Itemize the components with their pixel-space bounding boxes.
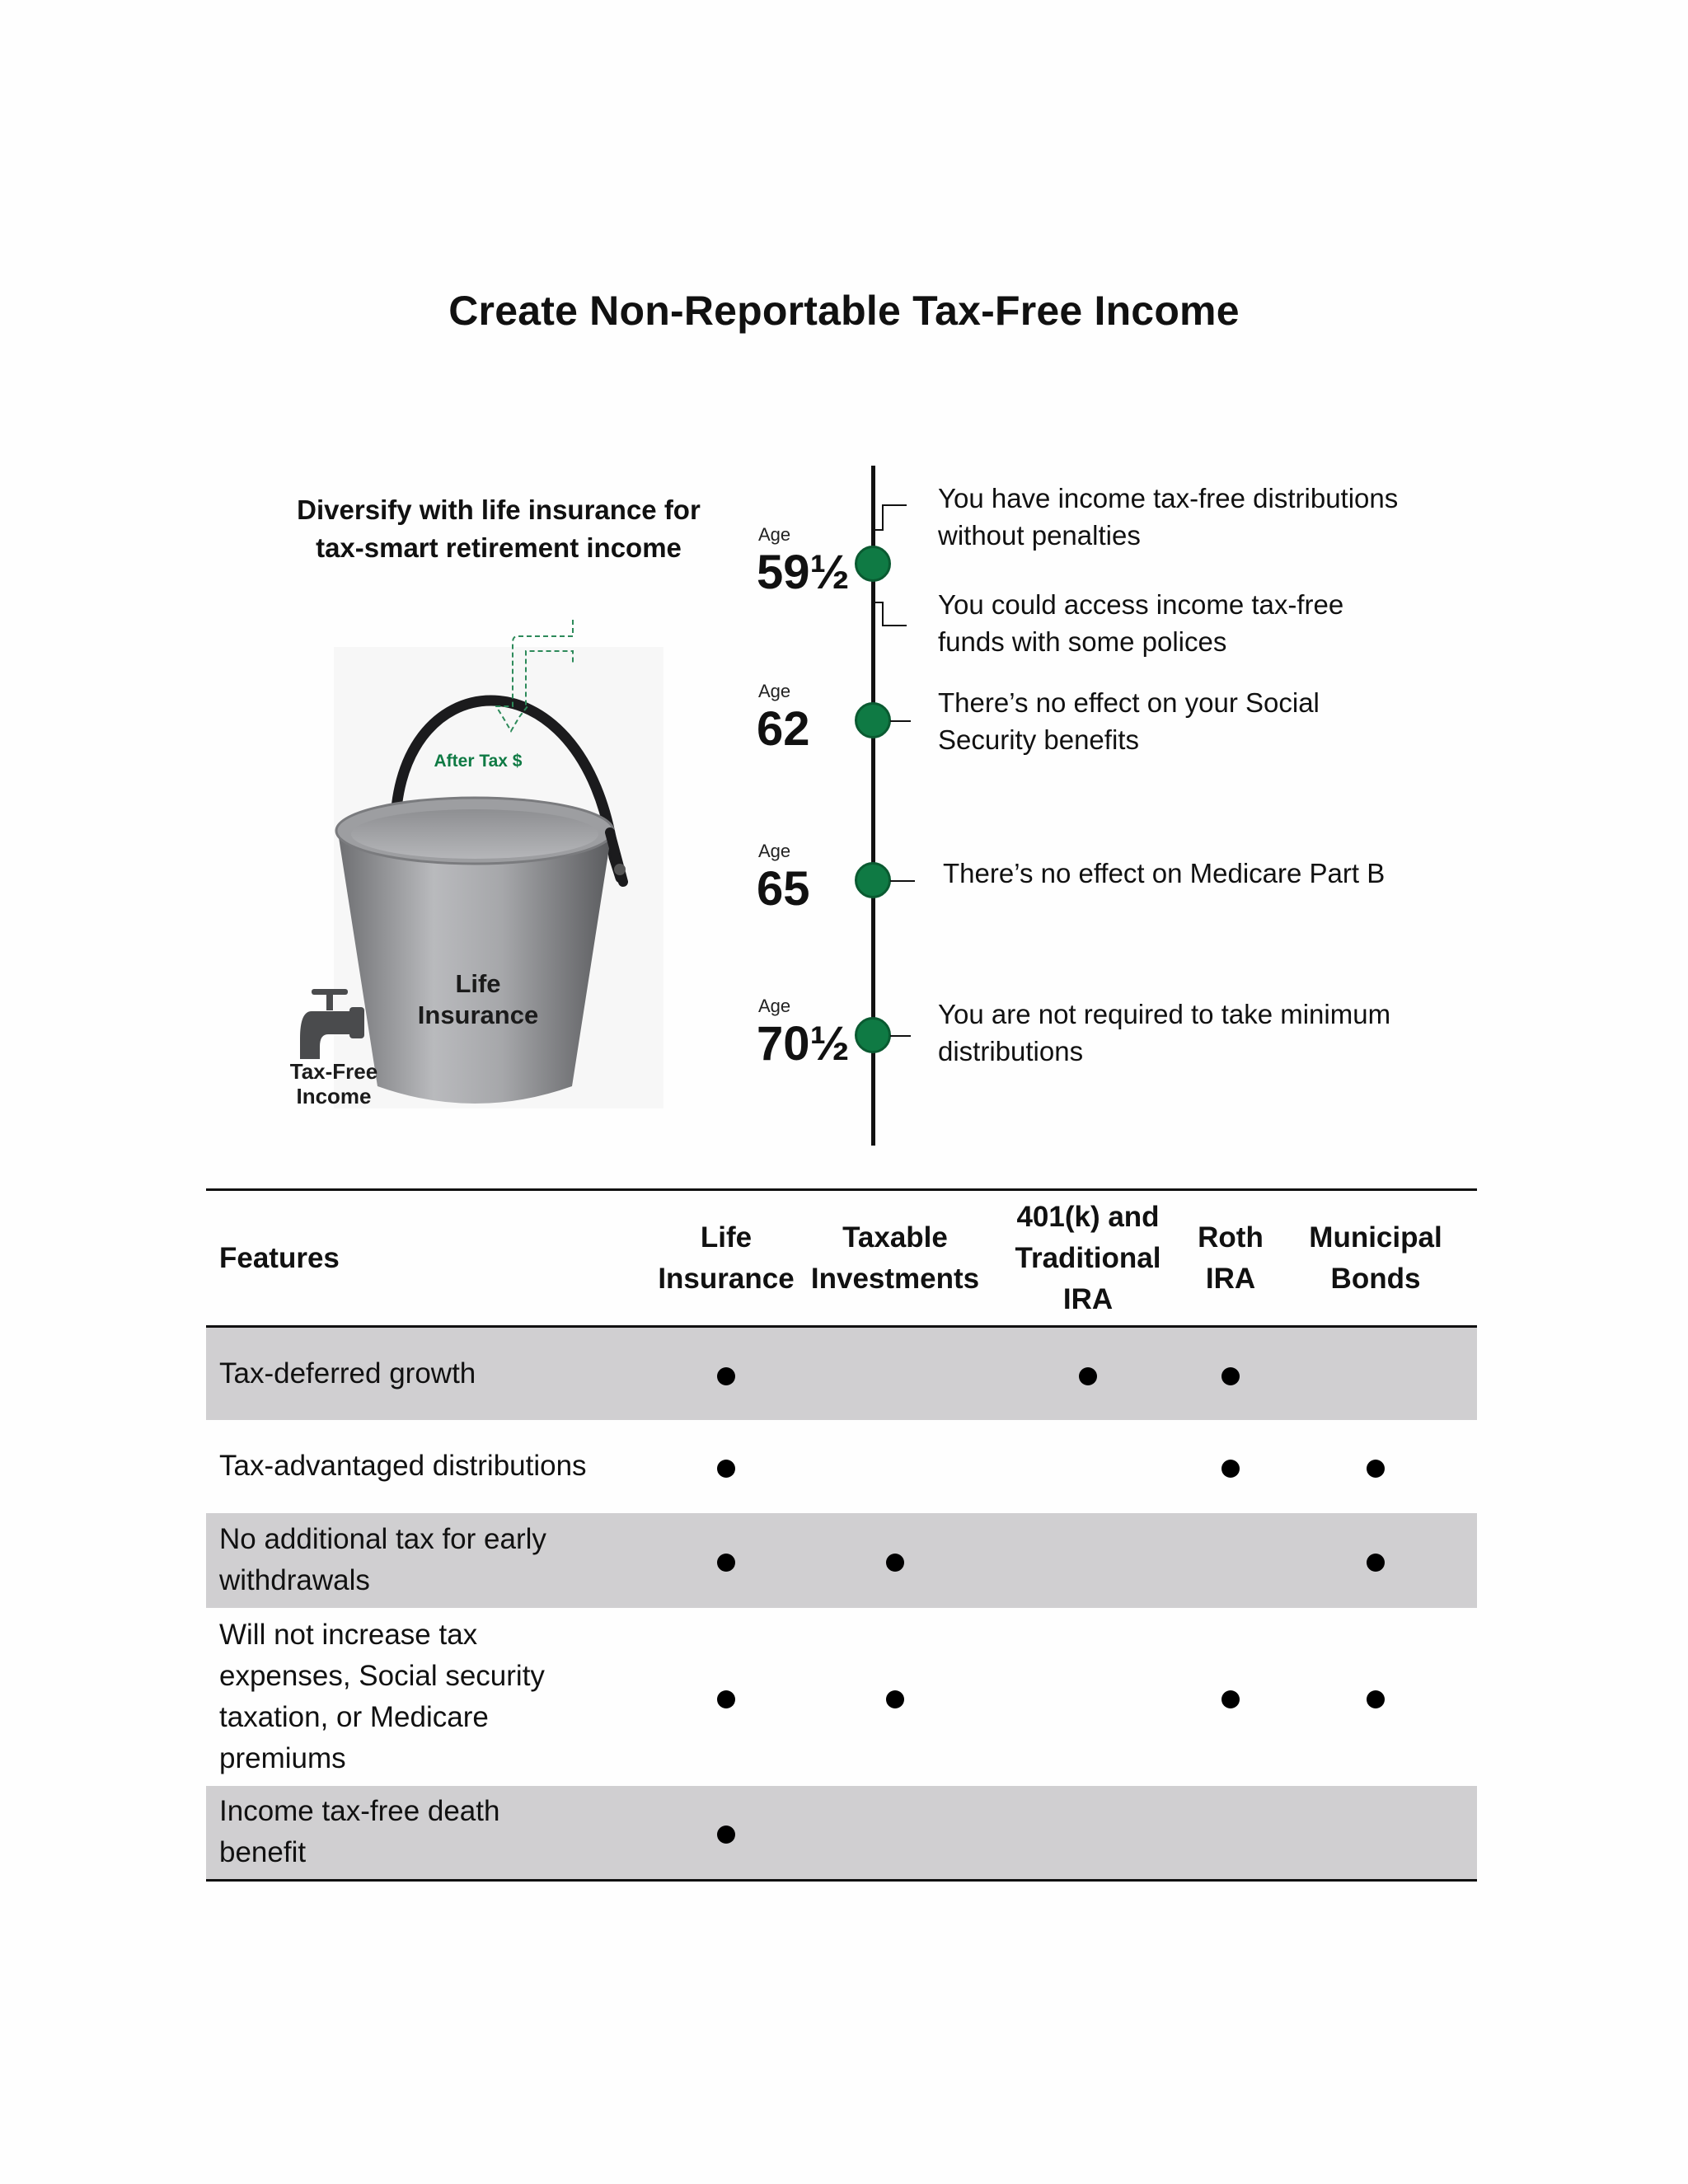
connector-line: [882, 504, 884, 531]
mark-cell: [1274, 1608, 1477, 1786]
mark-cell: [651, 1327, 801, 1420]
mark-cell: [1187, 1786, 1274, 1881]
bullet-icon: [886, 1554, 904, 1572]
note-line: There’s no effect on your Social: [938, 687, 1320, 718]
note-line: Security benefits: [938, 724, 1139, 755]
feature-cell: Tax-deferred growth: [206, 1327, 651, 1420]
age-caption: Age: [758, 841, 791, 861]
mark-cell: [1187, 1420, 1274, 1513]
subtitle-line-1: Diversify with life insurance for: [297, 494, 701, 525]
bucket-label: [404, 968, 552, 1031]
bucket-label-line-2: Insurance: [417, 1001, 539, 1029]
bullet-icon: [717, 1460, 735, 1478]
mark-cell: [1274, 1420, 1477, 1513]
mark-cell: [989, 1327, 1187, 1420]
note-line: funds with some polices: [938, 626, 1227, 657]
connector-line: [882, 602, 884, 626]
timeline-note: [938, 996, 1390, 1070]
note-line: You could access income tax-free: [938, 589, 1344, 620]
table-header-row: [206, 1190, 1477, 1327]
bullet-icon: [717, 1825, 735, 1844]
mark-cell: [801, 1420, 989, 1513]
note-line: You have income tax-free distributions: [938, 483, 1399, 513]
mark-cell: [651, 1420, 801, 1513]
mark-cell: [651, 1513, 801, 1608]
mark-cell: [989, 1786, 1187, 1881]
column-header: Features: [219, 1241, 340, 1274]
bullet-icon: [717, 1690, 735, 1708]
bullet-icon: [717, 1367, 735, 1385]
after-tax-label: After Tax $: [434, 752, 523, 771]
column-header: Taxable Investments: [810, 1221, 980, 1295]
column-header: 401(k) and Traditional IRA: [1015, 1200, 1161, 1315]
note-line: You are not required to take minimum: [938, 999, 1391, 1029]
bullet-icon: [1221, 1460, 1240, 1478]
connector-line: [882, 625, 907, 626]
subtitle-line-2: tax-smart retirement income: [316, 532, 682, 563]
age-value: 62: [757, 702, 810, 756]
feature-cell: Will not increase tax expenses, Social security taxation, or Medicare premiums: [219, 1618, 545, 1774]
bullet-icon: [1079, 1367, 1097, 1385]
age-value: 65: [757, 862, 810, 916]
mark-cell: [1274, 1327, 1477, 1420]
connector-line: [890, 1035, 911, 1037]
mark-cell: [1274, 1513, 1477, 1608]
bucket-label-line-1: Life: [455, 969, 501, 998]
age-caption: Age: [758, 524, 791, 545]
mark-cell: [801, 1786, 989, 1881]
milestone-dot: [855, 862, 891, 898]
tap-label-line-2: Income: [296, 1084, 372, 1108]
tap-label-line-1: Tax-Free: [289, 1059, 378, 1084]
connector-line: [890, 720, 911, 722]
column-header: Municipal Bonds: [1309, 1221, 1442, 1295]
mark-cell: [989, 1608, 1187, 1786]
mark-cell: [1274, 1786, 1477, 1881]
page-title: Create Non-Reportable Tax-Free Income: [448, 288, 1240, 334]
bullet-icon: [1367, 1554, 1385, 1572]
bullet-icon: [886, 1690, 904, 1708]
mark-cell: [651, 1608, 801, 1786]
milestone-dot: [855, 702, 891, 738]
feature-cell: Income tax-free death benefit: [206, 1786, 651, 1881]
bullet-icon: [1221, 1367, 1240, 1385]
note-line: distributions: [938, 1036, 1084, 1066]
bucket-illustration: [264, 610, 692, 1121]
table-row: [206, 1786, 1477, 1881]
table-row: [206, 1513, 1477, 1608]
timeline-note: [938, 684, 1320, 758]
timeline-note: [938, 586, 1343, 660]
tap-label: [264, 1059, 404, 1108]
note-line: There’s no effect on Medicare Part B: [943, 858, 1386, 888]
feature-cell: Tax-advantaged distributions: [219, 1450, 587, 1482]
mark-cell: [989, 1513, 1187, 1608]
comparison-table: [206, 1188, 1477, 1882]
table-body: [206, 1327, 1477, 1881]
column-header: Life Insurance: [658, 1221, 795, 1295]
milestone-dot: [855, 1017, 891, 1053]
connector-line: [890, 880, 915, 882]
bullet-icon: [717, 1554, 735, 1572]
age-value: 59½: [757, 546, 850, 599]
bucket-image: [264, 610, 692, 1121]
bullet-icon: [1367, 1460, 1385, 1478]
table-row: [206, 1608, 1477, 1786]
age-caption: Age: [758, 996, 791, 1016]
table-row: [206, 1327, 1477, 1420]
mark-cell: [801, 1327, 989, 1420]
mark-cell: [1187, 1327, 1274, 1420]
timeline-note: [938, 480, 1398, 554]
bullet-icon: [1221, 1690, 1240, 1708]
mark-cell: [1187, 1513, 1274, 1608]
mark-cell: [651, 1786, 801, 1881]
column-header: Roth IRA: [1198, 1221, 1264, 1295]
timeline-note: [943, 855, 1385, 892]
mark-cell: [989, 1420, 1187, 1513]
mark-cell: [801, 1513, 989, 1608]
milestone-dot: [855, 546, 891, 582]
table-row: [206, 1420, 1477, 1513]
bullet-icon: [1367, 1690, 1385, 1708]
bucket-subtitle: [280, 491, 717, 567]
note-line: without penalties: [938, 520, 1141, 551]
mark-cell: [801, 1608, 989, 1786]
feature-cell: No additional tax for early withdrawals: [206, 1513, 651, 1608]
connector-line: [882, 504, 907, 506]
age-timeline: [742, 462, 1566, 1154]
mark-cell: [1187, 1608, 1274, 1786]
age-value: 70½: [757, 1017, 850, 1071]
age-caption: Age: [758, 681, 791, 701]
